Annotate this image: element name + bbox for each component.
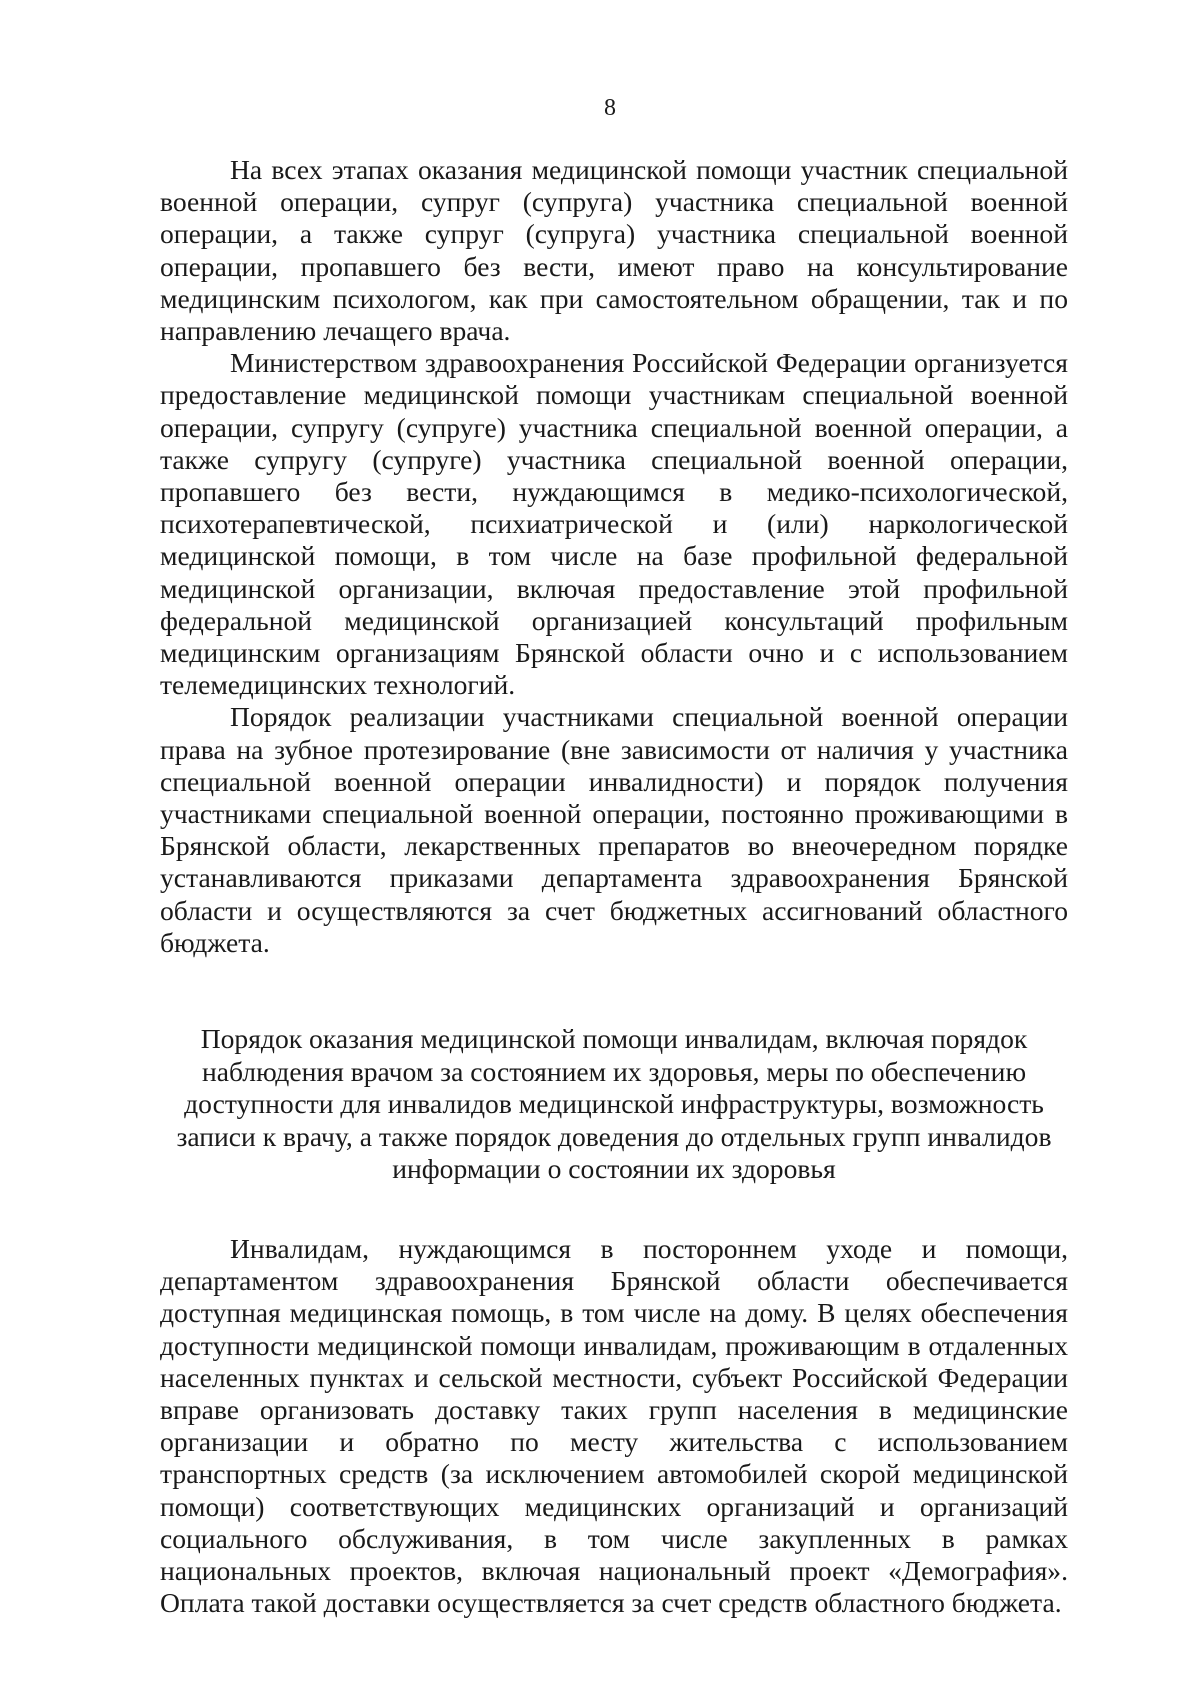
paragraph-dental-prosthetics: Порядок реализации участниками специальной военной операции права на зубное протезирование (вне зависимости от наличия у участника специальной военной операции инвалидности) и порядок получения участниками специальной военной операции, постоянно проживающими в Брянской области, лекарственных препаратов во внеочередном порядке устанавливаются приказами департамента здравоохранения Брянской области и осуществляются за счет бюджетных ассигнований областного бюджета. — [160, 701, 1068, 958]
page-number: 8 — [604, 95, 616, 121]
paragraph-ministry-health-care: Министерством здравоохранения Российской Федерации организуется предоставление медицинской помощи участникам специальной военной операции, супругу (супруге) участника специальной военной операции, а также супругу (супруге) участника специальной военной операции, пропавшего без вести, нуждающимся в медико-психологической, психотерапевтической, психиатрической и (или) наркологической медицинской помощи, в том числе на базе профильной федеральной медицинской организации, включая предоставление этой профильной федеральной медицинской организацией консультаций профильным медицинским организациям Брянской области очно и с использованием телемедицинских технологий. — [160, 347, 1068, 701]
section-heading: Порядок оказания медицинской помощи инвалидам, включая порядок наблюдения врачом за состоянием их здоровья, меры по обеспечению доступности для инвалидов медицинской инфраструктуры, возможность записи к врачу, а также порядок доведения до отдельных групп инвалидов информации о состоянии их здоровья — [176, 1023, 1052, 1185]
paragraph-medical-psychologist: На всех этапах оказания медицинской помощи участник специальной военной операции, супруг (супруга) участника специальной военной операции, а также супруг (супруга) участника специальной военной операции, пропавшего без вести, имеют право на консультирование медицинским психологом, как при самостоятельном обращении, так и по направлению лечащего врача. — [160, 154, 1068, 347]
document-body — [160, 154, 1068, 1619]
paragraph-disabled-care: Инвалидам, нуждающимся в постороннем уходе и помощи, департаментом здравоохранения Брянской области обеспечивается доступная медицинская помощь, в том числе на дому. В целях обеспечения доступности медицинской помощи инвалидам, проживающим в отдаленных населенных пунктах и сельской местности, субъект Российской Федерации вправе организовать доставку таких групп населения в медицинские организации и обратно по месту жительства с использованием транспортных средств (за исключением автомобилей скорой медицинской помощи) соответствующих медицинских организаций и организаций социального обслуживания, в том числе закупленных в рамках национальных проектов, включая национальный проект «Демография». Оплата такой доставки осуществляется за счет средств областного бюджета. — [160, 1233, 1068, 1619]
